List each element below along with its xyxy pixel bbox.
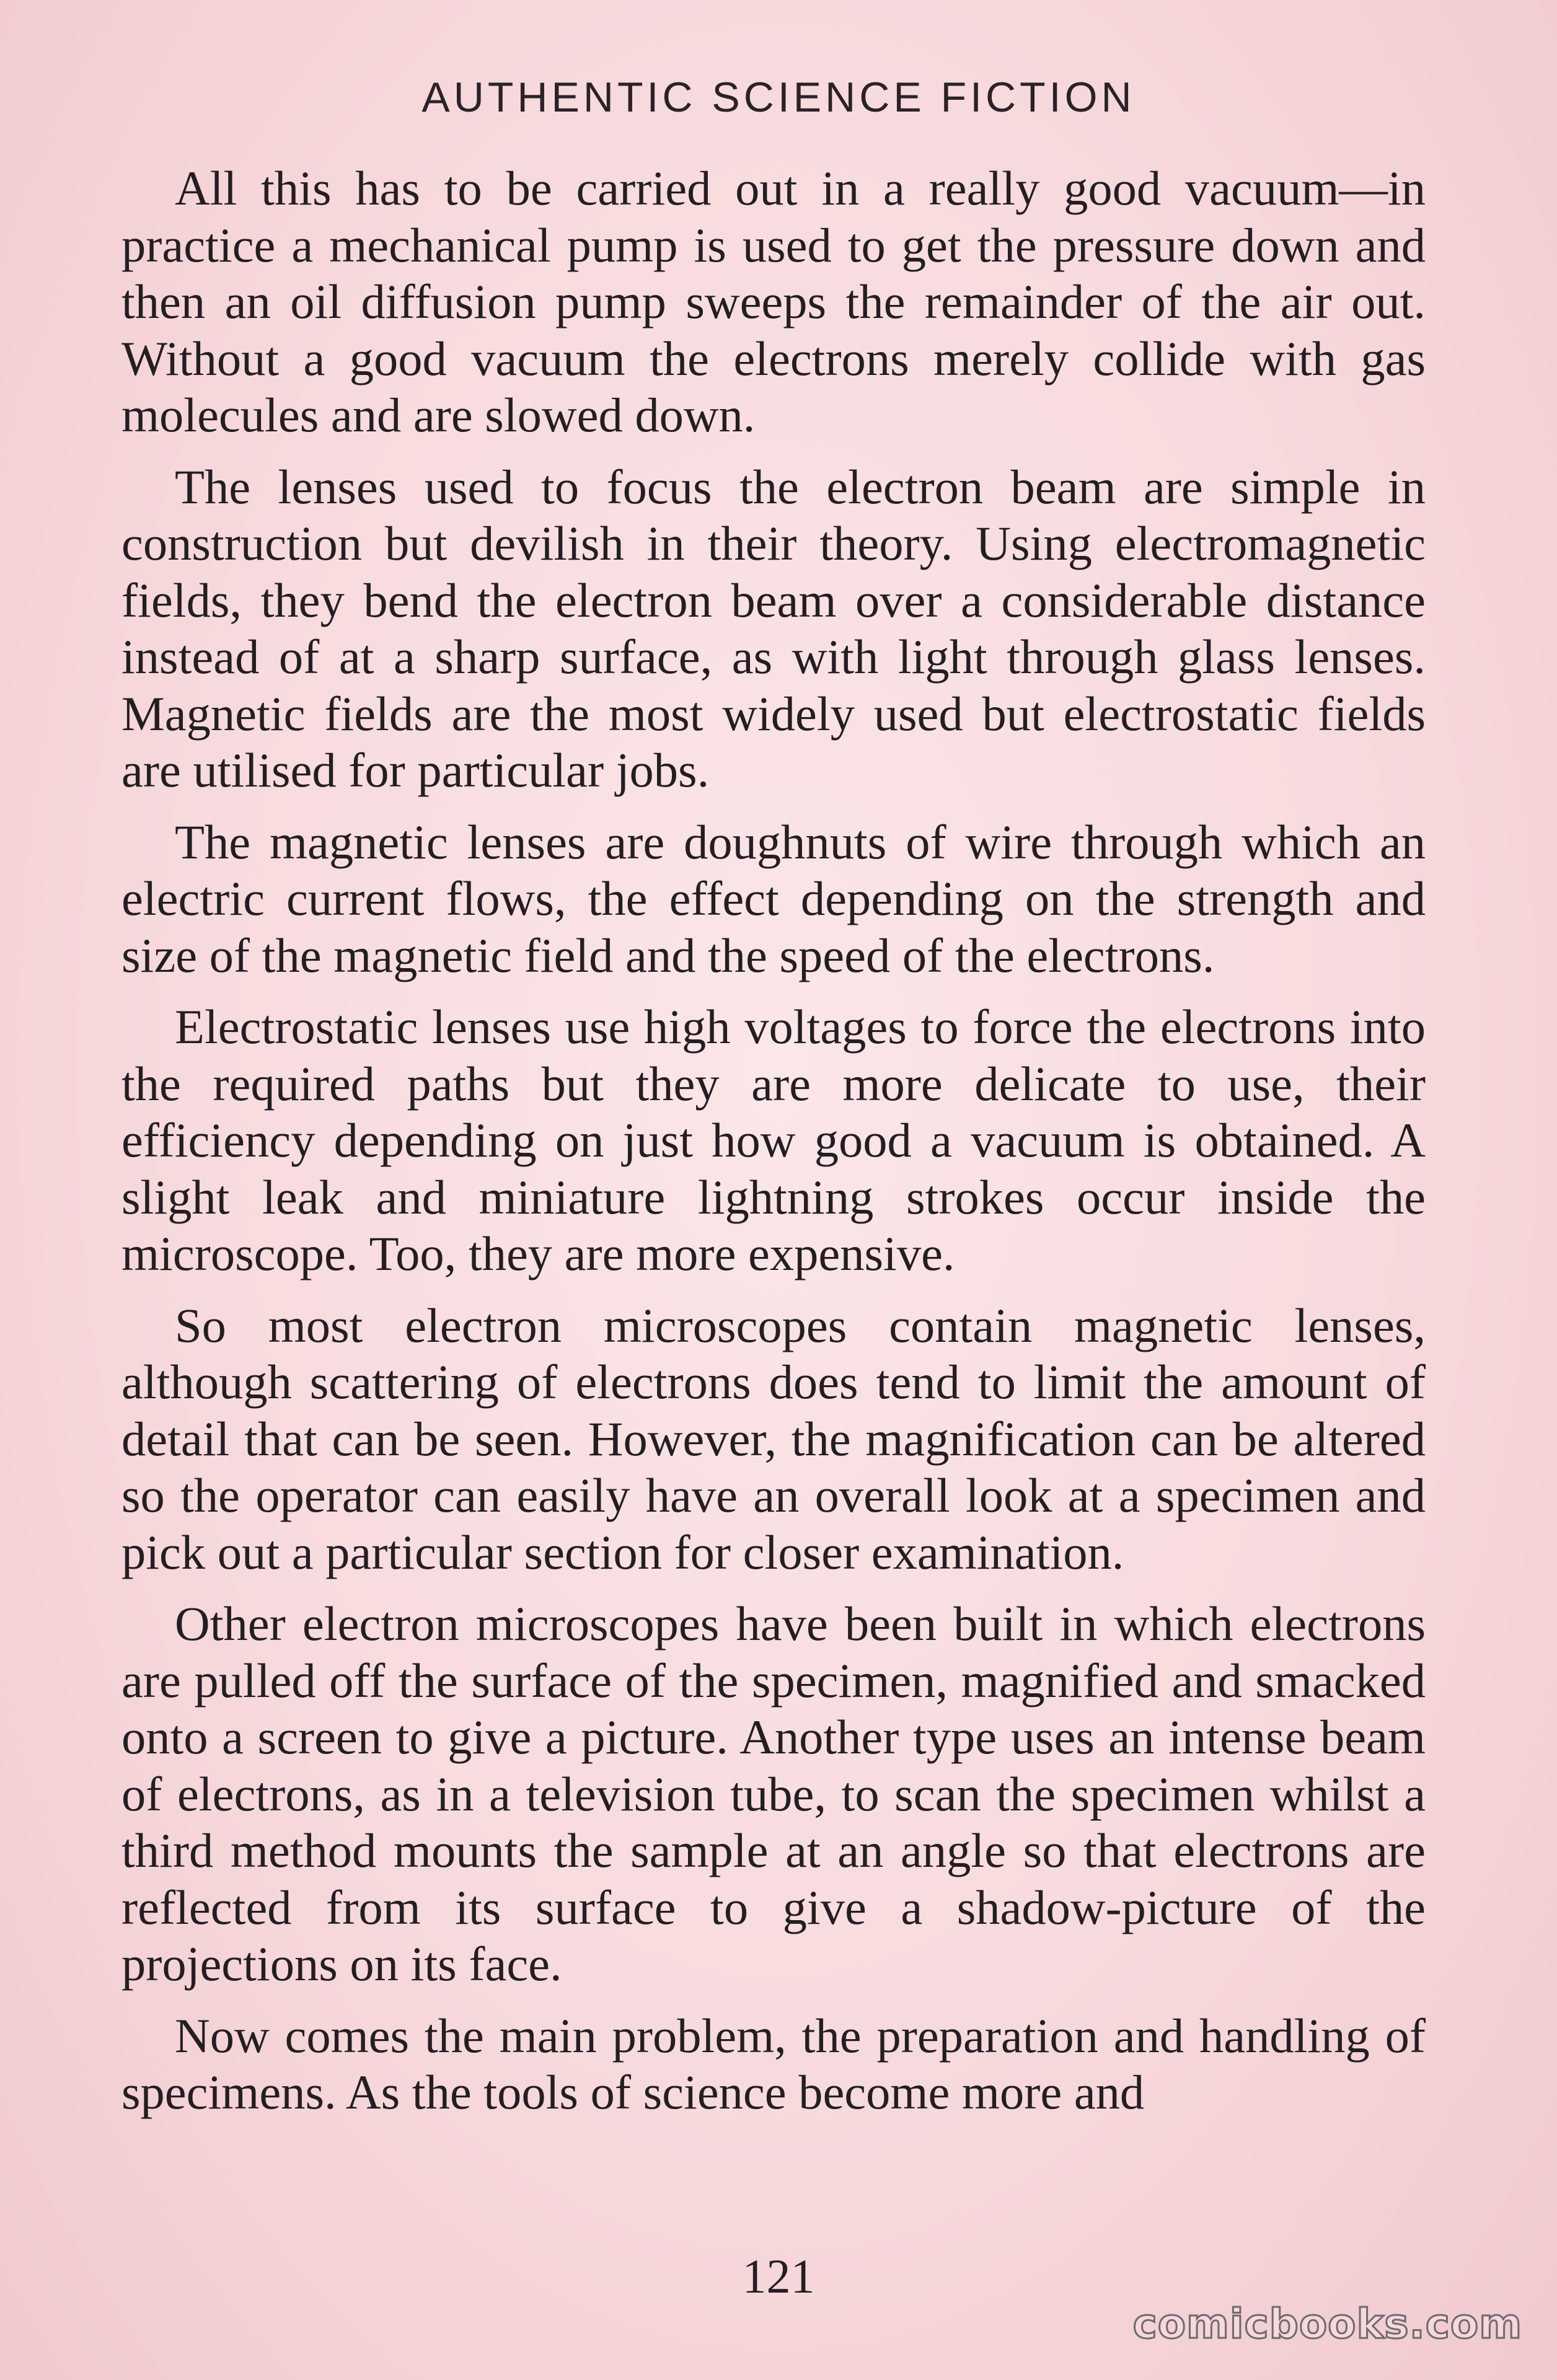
page-number: 121 (742, 2249, 815, 2303)
paragraph-magnetic-lenses: The magnetic lenses are doughnuts of wire through which an electric current flows, the effect depending on the strength and size of the magnetic field and the speed of the electrons. (121, 814, 1426, 982)
running-title: AUTHENTIC SCIENCE FICTION (421, 74, 1136, 121)
paragraph-vacuum: All this has to be carried out in a really good vacuum—in practice a mechanical pump is used to get the pressure down and then an oil diffusion pump sweeps the remainder of the air out. Without a good vacuum the electrons merely collide with gas molecules and are slowed down. (121, 161, 1426, 442)
paragraph-other-microscopes: Other electron microscopes have been built in which electrons are pulled off the surface of the specimen, magnified and smacked onto a screen to give a picture. Another type uses an intense beam of electrons, as in a television tube, to scan the specimen whilst a third method mounts the sample at an angle so that electrons are reflected from its surface to give a shadow-picture of the projections on its face. (121, 1597, 1426, 1991)
paragraph-magnification: So most electron microscopes contain magnetic lenses, although scattering of electrons does tend to limit the amount of detail that can be seen. However, the magnification can be altered so the operator can easily have an overall look at a specimen and pick out a particular section for closer examination. (121, 1298, 1426, 1579)
paragraph-electrostatic-lenses: Electrostatic lenses use high voltages to force the electrons into the required paths but they are more delicate to use, their efficiency depending on just how good a vacuum is obtained. A slight leak and miniature lightning strokes occur inside the microscope. Too, they are more expensive. (121, 1000, 1426, 1280)
body-text (121, 160, 1426, 2136)
watermark: comicbooks.com (1132, 2300, 1522, 2348)
paragraph-specimens: Now comes the main problem, the preparation and handling of specimens. As the tools of science become more and (121, 2008, 1426, 2119)
paragraph-lenses: The lenses used to focus the electron beam are simple in construction but devilish in their theory. Using electromagnetic fields, they bend the electron beam over a considerable distance instead of at a sharp surface, as with light through glass lenses. Magnetic fields are the most widely used but electrostatic fields are utilised for particular jobs. (121, 459, 1426, 797)
